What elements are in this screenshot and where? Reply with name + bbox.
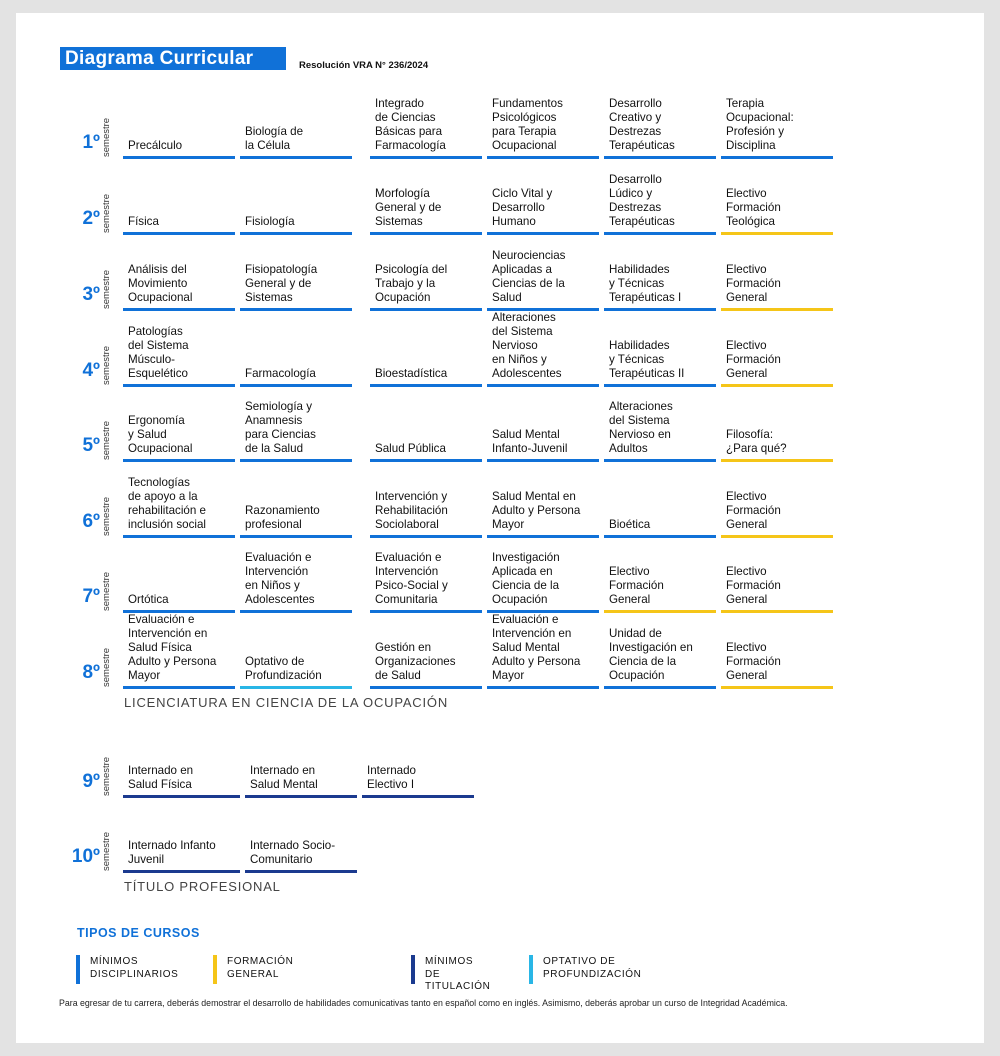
course-cell[interactable] (721, 617, 833, 689)
course-cell[interactable] (487, 311, 599, 387)
course-name: Electivo Formación General (726, 565, 781, 606)
course-type-bar (123, 870, 240, 873)
semester-number: 9º (82, 771, 100, 792)
semester-label (38, 488, 112, 536)
course-type-bar (604, 686, 716, 689)
course-type-bar (240, 156, 352, 159)
semester-label (38, 185, 112, 233)
course-name: Intervención y Rehabilitación Sociolaboral (375, 490, 448, 531)
course-name: Farmacología (245, 367, 316, 380)
course-type-bar (123, 308, 235, 311)
course-type-bar (604, 232, 716, 235)
course-name: Electivo Formación General (726, 641, 781, 682)
semester-number: 6º (82, 511, 100, 532)
course-type-bar (721, 610, 833, 613)
course-type-bar (370, 686, 482, 689)
course-name: Terapia Ocupacional: Profesión y Disciplina (726, 97, 794, 152)
course-type-bar (240, 308, 352, 311)
semester-label (38, 563, 112, 611)
course-name: Patologías del Sistema Músculo- Esquelético (128, 325, 189, 380)
semester-label (38, 412, 112, 460)
course-name: Bioestadística (375, 367, 448, 380)
course-name: Tecnologías de apoyo a la rehabilitación e inclusión social (128, 476, 206, 531)
course-cell[interactable] (487, 541, 599, 613)
course-name: Salud Mental Infanto-Juvenil (492, 428, 568, 455)
course-type-bar (487, 686, 599, 689)
legend-title: TIPOS DE CURSOS (77, 926, 200, 940)
course-name: Razonamiento profesional (245, 504, 320, 531)
course-name: Biología de la Célula (245, 125, 304, 152)
course-name: Desarrollo Lúdico y Destrezas Terapéuticas (609, 173, 675, 228)
course-type-bar (487, 459, 599, 462)
course-cell[interactable] (123, 726, 240, 798)
semester-number: 2º (82, 208, 100, 229)
course-type-bar (604, 308, 716, 311)
legend-color-bar (213, 955, 217, 984)
course-type-bar (123, 156, 235, 159)
course-name: Fisiopatología General y de Sistemas (245, 263, 318, 304)
course-name: Habilidades y Técnicas Terapéuticas II (609, 339, 685, 380)
course-name: Evaluación e Intervención Psico-Social y Comunitaria (375, 551, 448, 606)
course-name: Fundamentos Psicológicos para Terapia Ocupacional (492, 97, 563, 152)
legend-label: MÍNIMOS DE TITULACIÓN (425, 956, 491, 992)
course-name: Fisiología (245, 215, 295, 228)
semester-word: semestre (101, 647, 112, 687)
course-cell[interactable] (245, 726, 357, 798)
course-cell[interactable] (123, 87, 235, 159)
course-cell[interactable] (721, 315, 833, 387)
course-cell[interactable] (370, 163, 482, 235)
course-type-bar (123, 795, 240, 798)
course-type-bar (370, 535, 482, 538)
course-name: Evaluación e Intervención en Salud Mental Adulto y Persona Mayor (492, 613, 581, 682)
semester-word: semestre (101, 193, 112, 233)
semester-word: semestre (101, 117, 112, 157)
course-type-bar (240, 232, 352, 235)
course-cell[interactable] (240, 390, 352, 462)
course-type-bar (721, 686, 833, 689)
course-type-bar (604, 459, 716, 462)
course-name: Salud Pública (375, 442, 446, 455)
course-cell[interactable] (604, 163, 716, 235)
semester-number: 7º (82, 586, 100, 607)
semester-word: semestre (101, 345, 112, 385)
semester-number: 1º (82, 132, 100, 153)
course-cell[interactable] (604, 541, 716, 613)
course-cell[interactable] (604, 466, 716, 538)
course-name: Ergonomía y Salud Ocupacional (128, 414, 193, 455)
course-type-bar (487, 156, 599, 159)
course-name: Internado Infanto Juvenil (128, 839, 216, 866)
course-cell[interactable] (370, 239, 482, 311)
semester-word: semestre (101, 756, 112, 796)
course-type-bar (123, 686, 235, 689)
course-name: Alteraciones del Sistema Nervioso en Niños y Adolescentes (492, 311, 562, 380)
semester-word: semestre (101, 831, 112, 871)
course-name: Ortótica (128, 593, 169, 606)
course-name: Evaluación e Intervención en Niños y Adolescentes (245, 551, 315, 606)
semester-label (38, 337, 112, 385)
course-cell[interactable] (370, 466, 482, 538)
course-type-bar (370, 459, 482, 462)
course-cell[interactable] (123, 163, 235, 235)
course-type-bar (123, 459, 235, 462)
course-name: Internado en Salud Física (128, 764, 194, 791)
course-cell[interactable] (240, 239, 352, 311)
course-type-bar (721, 156, 833, 159)
course-name: Electivo Formación General (609, 565, 664, 606)
legend-label: OPTATIVO DE PROFUNDIZACIÓN (543, 956, 642, 980)
course-cell[interactable] (370, 87, 482, 159)
course-name: Internado en Salud Mental (250, 764, 318, 791)
course-name: Investigación Aplicada en Ciencia de la Ocupación (492, 551, 560, 606)
course-type-bar (370, 384, 482, 387)
semester-number: 3º (82, 284, 100, 305)
course-name: Bioética (609, 518, 651, 531)
course-type-bar (721, 535, 833, 538)
course-name: Gestión en Organizaciones de Salud (375, 641, 456, 682)
course-type-bar (240, 686, 352, 689)
course-cell[interactable] (370, 390, 482, 462)
page-title: Diagrama Curricular (60, 47, 286, 70)
footnote: Para egresar de tu carrera, deberás demostrar el desarrollo de habilidades comunicativas tanto en español como en inglés. Asimismo, deberás aprobar un curso de Integridad Académica. (59, 998, 788, 1008)
course-cell[interactable] (721, 390, 833, 462)
course-name: Neurociencias Aplicadas a Ciencias de la Salud (492, 249, 566, 304)
course-cell[interactable] (721, 87, 833, 159)
course-type-bar (721, 384, 833, 387)
course-name: Salud Mental en Adulto y Persona Mayor (492, 490, 581, 531)
course-type-bar (487, 232, 599, 235)
course-name: Electivo Formación General (726, 490, 781, 531)
course-name: Análisis del Movimiento Ocupacional (128, 263, 193, 304)
semester-number: 8º (82, 662, 100, 683)
course-type-bar (721, 232, 833, 235)
legend-color-bar (411, 955, 415, 984)
course-name: Integrado de Ciencias Básicas para Farmacología (375, 97, 446, 152)
course-name: Optativo de Profundización (245, 655, 322, 682)
course-type-bar (240, 610, 352, 613)
course-cell[interactable] (123, 466, 235, 538)
course-cell[interactable] (604, 87, 716, 159)
course-cell[interactable] (123, 613, 235, 689)
legend-color-bar (529, 955, 533, 984)
course-type-bar (240, 459, 352, 462)
semester-word: semestre (101, 571, 112, 611)
course-type-bar (487, 535, 599, 538)
course-name: Psicología del Trabajo y la Ocupación (375, 263, 448, 304)
course-type-bar (240, 384, 352, 387)
legend-label: MÍNIMOS DISCIPLINARIOS (90, 956, 179, 980)
semester-word: semestre (101, 496, 112, 536)
course-cell[interactable] (123, 541, 235, 613)
semester-word: semestre (101, 420, 112, 460)
course-type-bar (370, 610, 482, 613)
course-cell[interactable] (604, 617, 716, 689)
resolution-label: Resolución VRA N° 236/2024 (299, 60, 429, 71)
course-name: Ciclo Vital y Desarrollo Humano (492, 187, 553, 228)
course-cell[interactable] (487, 466, 599, 538)
course-type-bar (604, 535, 716, 538)
course-cell[interactable] (240, 617, 352, 689)
course-name: Habilidades y Técnicas Terapéuticas I (609, 263, 682, 304)
course-type-bar (362, 795, 474, 798)
semester-label (38, 639, 112, 687)
course-cell[interactable] (123, 315, 235, 387)
course-name: Desarrollo Creativo y Destrezas Terapéuticas (609, 97, 675, 152)
course-cell[interactable] (370, 617, 482, 689)
semester-number: 4º (82, 360, 100, 381)
course-cell[interactable] (240, 541, 352, 613)
course-name: Electivo Formación General (726, 339, 781, 380)
legend-color-bar (76, 955, 80, 984)
course-type-bar (245, 870, 357, 873)
course-name: Internado Electivo I (367, 764, 416, 791)
course-cell[interactable] (123, 239, 235, 311)
course-cell[interactable] (240, 163, 352, 235)
course-cell[interactable] (123, 390, 235, 462)
course-cell[interactable] (123, 801, 240, 873)
course-cell[interactable] (370, 541, 482, 613)
course-type-bar (245, 795, 357, 798)
course-name: Semiología y Anamnesis para Ciencias de la Salud (245, 400, 316, 455)
semester-label (38, 823, 112, 871)
course-type-bar (240, 535, 352, 538)
course-name: Filosofía: ¿Para qué? (726, 428, 787, 455)
course-cell[interactable] (487, 239, 599, 311)
course-cell[interactable] (240, 315, 352, 387)
course-type-bar (721, 308, 833, 311)
licenciatura-label: LICENCIATURA EN CIENCIA DE LA OCUPACIÓN (124, 695, 449, 710)
course-type-bar (604, 156, 716, 159)
course-type-bar (370, 232, 482, 235)
semester-label (38, 109, 112, 157)
course-name: Electivo Formación Teológica (726, 187, 781, 228)
course-cell[interactable] (487, 390, 599, 462)
course-cell[interactable] (487, 87, 599, 159)
semester-number: 5º (82, 435, 100, 456)
course-cell[interactable] (604, 239, 716, 311)
course-name: Física (128, 215, 159, 228)
course-type-bar (721, 459, 833, 462)
course-cell[interactable] (245, 801, 357, 873)
course-type-bar (604, 384, 716, 387)
titulo-label: TÍTULO PROFESIONAL (124, 879, 281, 894)
course-cell[interactable] (240, 466, 352, 538)
course-cell[interactable] (240, 87, 352, 159)
semester-label (38, 261, 112, 309)
course-name: Alteraciones del Sistema Nervioso en Adultos (609, 400, 673, 455)
course-name: Internado Socio- Comunitario (250, 839, 336, 866)
semester-number: 10º (71, 846, 100, 867)
course-cell[interactable] (721, 466, 833, 538)
course-type-bar (604, 610, 716, 613)
course-name: Electivo Formación General (726, 263, 781, 304)
course-name: Precálculo (128, 139, 183, 152)
course-type-bar (370, 308, 482, 311)
semester-word: semestre (101, 269, 112, 309)
course-type-bar (370, 156, 482, 159)
course-type-bar (487, 384, 599, 387)
course-cell[interactable] (721, 239, 833, 311)
course-type-bar (123, 535, 235, 538)
course-name: Evaluación e Intervención en Salud Física Adulto y Persona Mayor (128, 613, 217, 682)
course-cell[interactable] (487, 613, 599, 689)
legend-label: FORMACIÓN GENERAL (227, 956, 294, 980)
course-type-bar (123, 232, 235, 235)
course-type-bar (123, 384, 235, 387)
course-cell[interactable] (604, 390, 716, 462)
course-cell[interactable] (370, 315, 482, 387)
course-cell[interactable] (721, 541, 833, 613)
course-cell[interactable] (362, 726, 474, 798)
course-name: Unidad de Investigación en Ciencia de la Ocupación (609, 627, 693, 682)
semester-label (38, 748, 112, 796)
course-cell[interactable] (721, 163, 833, 235)
course-cell[interactable] (487, 163, 599, 235)
course-name: Morfología General y de Sistemas (375, 187, 442, 228)
course-cell[interactable] (604, 315, 716, 387)
